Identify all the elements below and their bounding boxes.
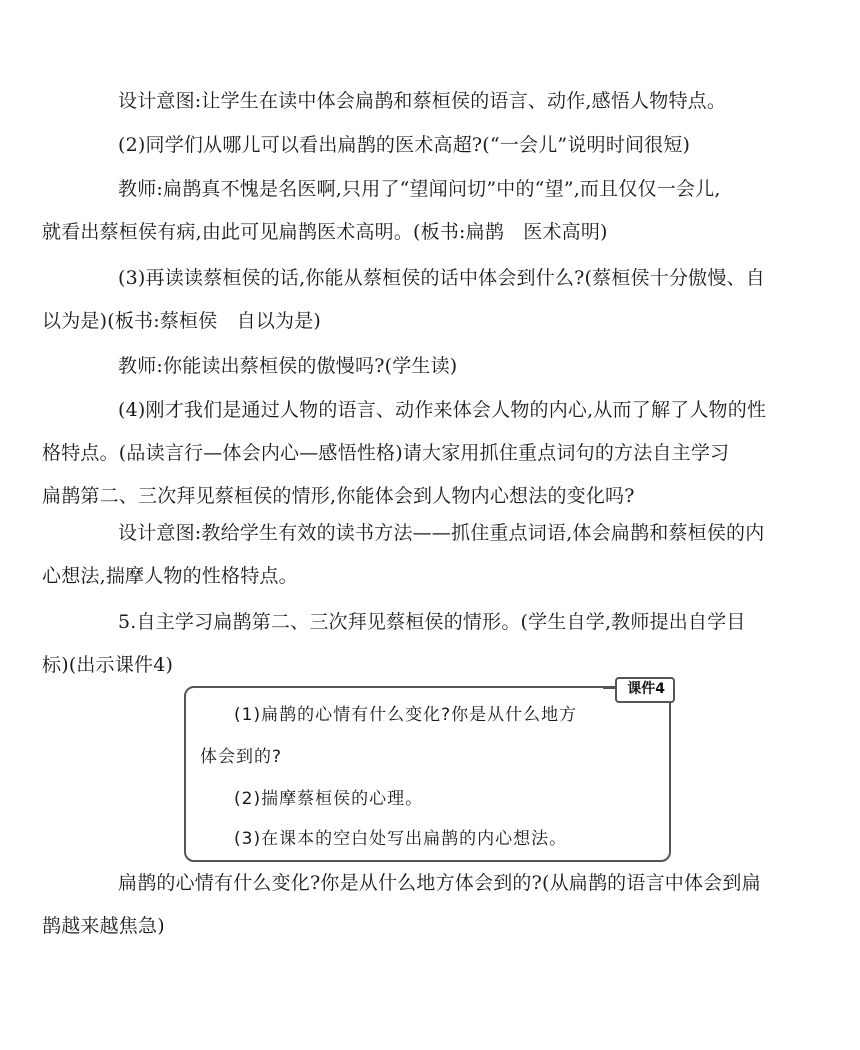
text-line: 扁鹊的心情有什么变化?你是从什么地方体会到的?(从扁鹊的语言中体会到扁 — [118, 872, 761, 894]
text-line: (4)刚才我们是通过人物的语言、动作来体会人物的内心,从而了解了人物的性 — [118, 399, 767, 421]
courseware-tag: 课件4 — [615, 677, 675, 703]
paragraph-design-intent-2 — [42, 512, 784, 598]
text-line: 教师:扁鹊真不愧是名医啊,只用了“望闻问切”中的“望”,而且仅仅一会儿, — [118, 178, 721, 200]
paragraph-teacher-1 — [42, 168, 784, 254]
text-line: 设计意图:让学生在读中体会扁鹊和蔡桓侯的语言、动作,感悟人物特点。 — [118, 90, 727, 112]
text-line: 设计意图:教给学生有效的读书方法——抓住重点词语,体会扁鹊和蔡桓侯的内 — [118, 522, 765, 544]
text-line: (1)扁鹊的心情有什么变化?你是从什么地方 — [234, 705, 578, 725]
text-line: 扁鹊第二、三次拜见蔡桓侯的情形,你能体会到人物内心想法的变化吗? — [42, 485, 635, 507]
courseware-item-1 — [200, 694, 640, 778]
paragraph-question-3 — [42, 257, 784, 343]
paragraph-teacher-2 — [80, 345, 784, 388]
paragraph-design-intent-1 — [80, 80, 784, 123]
text-line: 教师:你能读出蔡桓侯的傲慢吗?(学生读) — [118, 355, 458, 377]
text-line: (2)揣摩蔡桓侯的心理。 — [234, 789, 424, 809]
text-line: (2)同学们从哪儿可以看出扁鹊的医术高超?(“一会儿”说明时间很短) — [118, 134, 691, 156]
text-line: 心想法,揣摩人物的性格特点。 — [42, 565, 298, 587]
text-line: 格特点。(品读言行—体会内心—感悟性格)请大家用抓住重点词句的方法自主学习 — [42, 442, 730, 464]
text-line: 就看出蔡桓侯有病,由此可见扁鹊医术高明。(板书:扁鹊 医术高明) — [42, 221, 608, 243]
text-line: 标)(出示课件4) — [42, 654, 174, 676]
courseware-item-3 — [200, 818, 640, 860]
text-line: (3)再读读蔡桓侯的话,你能从蔡桓侯的话中体会到什么?(蔡桓侯十分傲慢、自 — [118, 267, 765, 289]
courseware-item-2 — [200, 778, 640, 820]
paragraph-step-5 — [42, 601, 784, 687]
paragraph-answer — [42, 862, 784, 948]
text-line: 体会到的? — [200, 747, 283, 767]
text-line: 5.自主学习扁鹊第二、三次拜见蔡桓侯的情形。(学生自学,教师提出自学目 — [118, 611, 746, 633]
text-line: 鹊越来越焦急) — [42, 915, 165, 937]
courseware-box — [184, 681, 671, 862]
paragraph-question-2 — [80, 124, 784, 167]
text-line: (3)在课本的空白处写出扁鹊的内心想法。 — [234, 829, 568, 849]
text-line: 以为是)(板书:蔡桓侯 自以为是) — [42, 310, 322, 332]
paragraph-question-4 — [42, 389, 784, 518]
